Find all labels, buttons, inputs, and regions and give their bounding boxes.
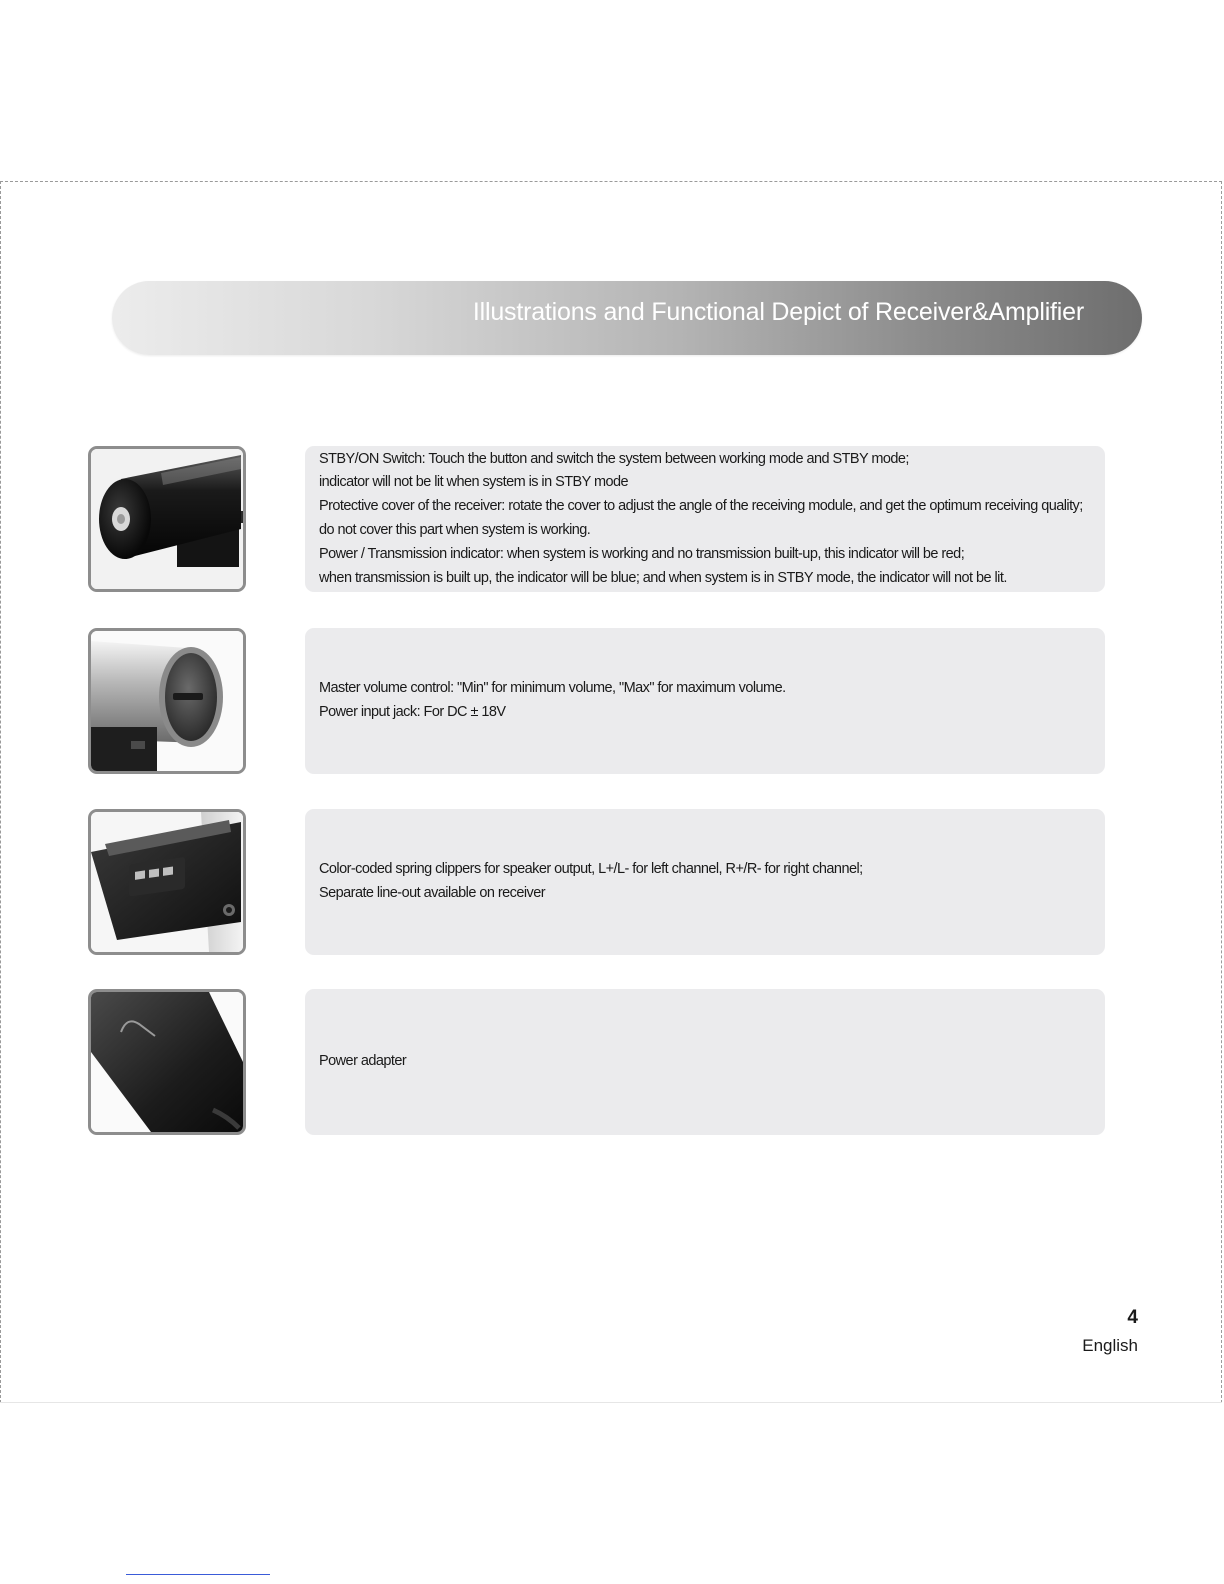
page-title: Illustrations and Functional Depict of Receiver&Amplifier	[472, 298, 1084, 326]
description-line: Power adapter	[319, 1053, 407, 1070]
footnote-rule	[126, 1574, 270, 1575]
page-frame	[0, 181, 1222, 1403]
page-language: English	[1082, 1336, 1138, 1355]
power-adapter-photo	[88, 989, 246, 1135]
description-box	[305, 628, 1105, 774]
description-line: Power input jack: For DC ± 18V	[319, 704, 506, 720]
description-box	[305, 446, 1105, 592]
description-line: when transmission is built up, the indicator will be blue; and when system is in STBY mode, the indicator will not be lit.	[319, 569, 1007, 586]
description-line: Protective cover of the receiver: rotate the cover to adjust the angle of the receiving module, and get the optimum receiving quality;	[319, 498, 1083, 515]
description-line: Power / Transmission indicator: when system is working and no transmission built-up, this indicator will be red;	[319, 545, 965, 562]
description-line: STBY/ON Switch: Touch the button and switch the system between working mode and STBY mode;	[319, 450, 909, 467]
description-box	[305, 989, 1105, 1135]
description-line: Separate line-out available on receiver	[319, 885, 546, 901]
receiver-stby-switch-photo	[88, 446, 246, 592]
page-frame-bottom	[0, 1402, 1222, 1403]
description-line: indicator will not be lit when system is in STBY mode	[319, 474, 629, 491]
volume-knob-photo	[88, 628, 246, 774]
speaker-clips-photo	[88, 809, 246, 955]
title-banner	[112, 281, 1142, 355]
description-line: Master volume control: "Min" for minimum volume, "Max" for maximum volume.	[319, 680, 786, 697]
page-number: 4	[1127, 1307, 1138, 1328]
description-box	[305, 809, 1105, 955]
description-line: do not cover this part when system is working.	[319, 522, 591, 538]
description-line: Color-coded spring clippers for speaker output, L+/L- for left channel, R+/R- for right channel;	[319, 861, 863, 878]
